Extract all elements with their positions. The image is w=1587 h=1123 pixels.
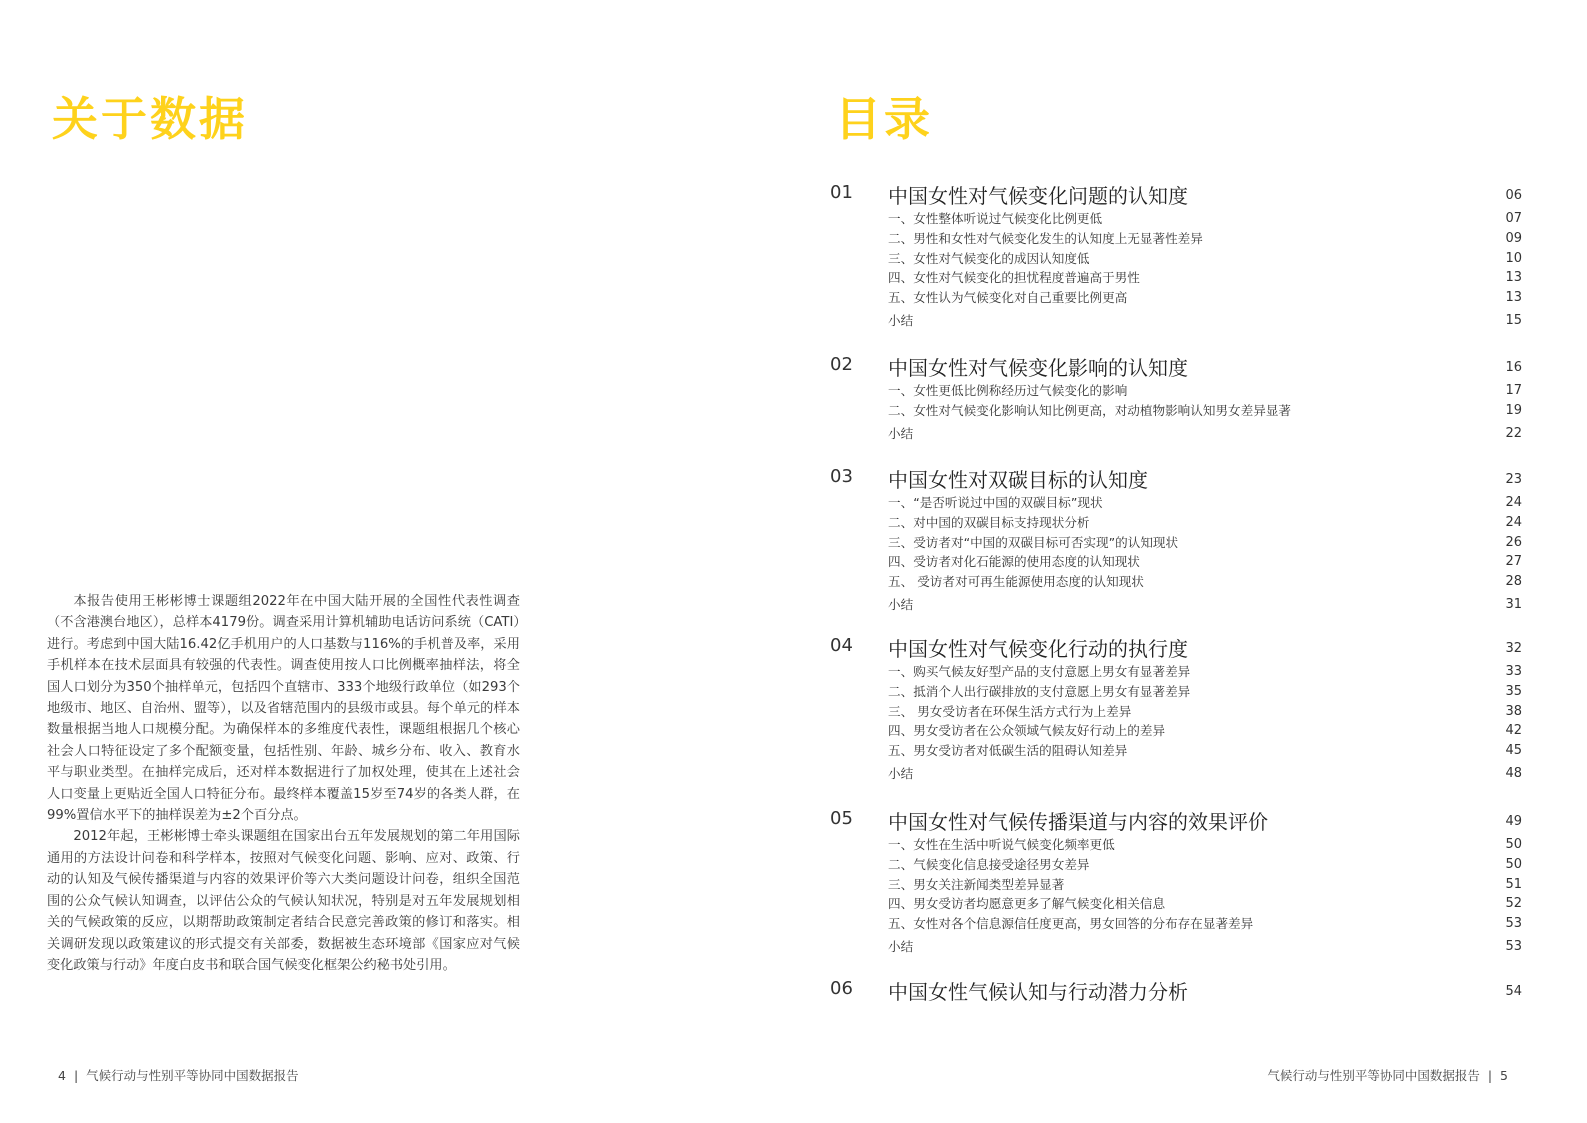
toc-chapter-number: 02 (830, 354, 853, 375)
toc-item-title: 五、 受访者对可再生能源使用态度的认知现状 (888, 574, 1144, 590)
page-number: 5 (1500, 1068, 1508, 1083)
toc-chapter (830, 352, 1522, 443)
footer-separator: | (1487, 1068, 1493, 1083)
footer-report-title: 气候行动与性别平等协同中国数据报告 (1267, 1068, 1480, 1083)
toc-chapter-number: 01 (830, 182, 853, 203)
toc-summary-title: 小结 (888, 425, 914, 441)
toc-item-title: 二、对中国的双碳目标支持现状分析 (888, 514, 1090, 530)
toc-item[interactable] (830, 512, 1522, 532)
toc-page-number: 09 (1505, 230, 1522, 246)
toc-item[interactable] (830, 551, 1522, 571)
toc-page-number: 16 (1505, 360, 1522, 375)
toc-page-number: 22 (1505, 425, 1522, 441)
toc-summary-item[interactable] (830, 594, 1522, 614)
toc-item[interactable] (830, 228, 1522, 248)
toc-item-title: 五、女性对各个信息源信任度更高，男女回答的分布存在显著差异 (888, 916, 1254, 932)
toc-chapter-heading[interactable] (830, 806, 1522, 834)
toc-chapter-number: 06 (830, 978, 853, 999)
toc-item-title: 二、男性和女性对气候变化发生的认知度上无显著性差异 (888, 230, 1203, 246)
toc-page-number: 17 (1505, 383, 1522, 398)
footer-separator: | (73, 1068, 79, 1083)
body-paragraph: 本报告使用王彬彬博士课题组2022年在中国大陆开展的全国性代表性调查（不含港澳台地区），总样本4179份。调查采用计算机辅助电话访问系统（CATI）进行。考虑到中国大陆16.42亿手机用户的人口基数与116%的手机普及率，采用手机样本在技术层面具有较强的代表性。调查使用按人口比例概率抽样法，将全国人口划分为350个抽样单元，包括四个直辖市、333个地级行政单位（如293个地级市、地区、自治州、盟等），以及省辖范围内的县级市或县。每个单元的样本数量根据当地人口规模分配。为确保样本的多维度代表性，课题组根据几个核心社会人口特征设定了多个配额变量，包括性别、年龄、城乡分布、收入、教育水平与职业类型。在抽样完成后，还对样本数据进行了加权处理，使其在上述社会人口变量上更贴近全国人口特征分布。最终样本覆盖15岁至74岁的各类人群，在99%置信水平下的抽样误差为±2个百分点。 (47, 594, 520, 824)
toc-item-title: 五、男女受访者对低碳生活的阻碍认知差异 (888, 743, 1128, 759)
toc-page-number: 52 (1505, 896, 1522, 912)
toc-page-number: 07 (1505, 211, 1522, 226)
toc-page-number: 35 (1505, 683, 1522, 699)
toc-item[interactable] (830, 874, 1522, 894)
toc-item-title: 一、女性在生活中听说气候变化频率更低 (888, 837, 1115, 852)
toc-page-number: 28 (1505, 574, 1522, 590)
toc-page-number: 49 (1505, 814, 1522, 829)
toc-item-title: 一、购买气候友好型产品的支付意愿上男女有显著差异 (888, 664, 1191, 679)
toc-page-number: 13 (1505, 270, 1522, 286)
toc-chapter-title: 中国女性对气候变化行动的执行度 (888, 637, 1188, 661)
toc-item-title: 一、“是否听说过中国的双碳目标”现状 (888, 495, 1103, 510)
toc-page-number: 45 (1505, 743, 1522, 759)
toc-item[interactable] (830, 287, 1522, 307)
toc-item-title: 三、男女关注新闻类型差异显著 (888, 876, 1065, 892)
toc-page-number: 38 (1505, 703, 1522, 719)
toc-item[interactable] (830, 248, 1522, 268)
toc-page-number: 06 (1505, 188, 1522, 203)
toc-page-number: 15 (1505, 312, 1522, 328)
toc-summary-title: 小结 (888, 938, 914, 954)
toc-chapter (830, 976, 1522, 1004)
toc-item[interactable] (830, 380, 1522, 400)
toc-chapter (830, 633, 1522, 783)
toc-item[interactable] (830, 208, 1522, 228)
toc-chapter-number: 04 (830, 635, 853, 656)
toc-item[interactable] (830, 400, 1522, 420)
toc-summary-item[interactable] (830, 310, 1522, 330)
toc-chapter-title: 中国女性对双碳目标的认知度 (888, 468, 1148, 492)
toc-chapter-heading[interactable] (830, 464, 1522, 492)
body-paragraph: 2012年起，王彬彬博士牵头课题组在国家出台五年发展规划的第二年用国际通用的方法设计问卷和科学样本，按照对气候变化问题、影响、应对、政策、行动的认知及气候传播渠道与内容的效果评价等六大类问题设计问卷，组织全国范围的公众气候认知调查，以评估公众的气候认知状况，特别是对五年发展规划相关的气候政策的反应，以期帮助政策制定者结合民意完善政策的修订和落实。相关调研发现以政策建议的形式提交有关部委，数据被生态环境部《国家应对气候变化政策与行动》年度白皮书和联合国气候变化框架公约秘书处引用。 (47, 829, 520, 973)
toc-page-number: 13 (1505, 290, 1522, 306)
toc-page-number: 23 (1505, 472, 1522, 487)
toc-item[interactable] (830, 854, 1522, 874)
toc-item-title: 三、受访者对“中国的双碳目标可否实现”的认知现状 (888, 534, 1179, 550)
toc-page-number: 32 (1505, 641, 1522, 656)
toc-item[interactable] (830, 893, 1522, 913)
toc-summary-title: 小结 (888, 596, 914, 612)
toc-item-title: 一、女性整体听说过气候变化比例更低 (888, 211, 1103, 226)
toc-item-title: 四、受访者对化石能源的使用态度的认知现状 (888, 554, 1140, 570)
toc-page-number: 26 (1505, 534, 1522, 550)
toc-page-number: 24 (1505, 495, 1522, 510)
toc-item[interactable] (830, 740, 1522, 760)
toc-page-number: 51 (1505, 876, 1522, 892)
toc-page-number: 50 (1505, 837, 1522, 852)
toc-chapter-heading[interactable] (830, 352, 1522, 380)
toc-chapter (830, 464, 1522, 614)
toc-chapter-number: 05 (830, 808, 853, 829)
toc-chapter (830, 180, 1522, 330)
toc-page-number: 19 (1505, 402, 1522, 418)
toc-page-number: 53 (1505, 916, 1522, 932)
toc-item-title: 五、女性认为气候变化对自己重要比例更高 (888, 290, 1128, 306)
toc-chapter-title: 中国女性气候认知与行动潜力分析 (888, 980, 1188, 1004)
footer-report-title: 气候行动与性别平等协同中国数据报告 (86, 1068, 299, 1083)
toc-item[interactable] (830, 701, 1522, 721)
page-title-about-data: 关于数据 (52, 92, 248, 146)
toc-summary-item[interactable] (830, 423, 1522, 443)
toc-page-number: 50 (1505, 856, 1522, 872)
toc-page-number: 31 (1505, 596, 1522, 612)
toc-item-title: 三、女性对气候变化的成因认知度低 (888, 250, 1090, 266)
toc-page-number: 54 (1505, 984, 1522, 999)
toc-item-title: 二、女性对气候变化影响认知比例更高，对动植物影响认知男女差异显著 (888, 402, 1291, 418)
toc-chapter-title: 中国女性对气候变化影响的认知度 (888, 356, 1188, 380)
toc-item[interactable] (830, 720, 1522, 740)
toc-item[interactable] (830, 661, 1522, 681)
toc-summary-title: 小结 (888, 765, 914, 781)
toc-page-number: 42 (1505, 723, 1522, 739)
toc-item[interactable] (830, 532, 1522, 552)
toc-item-title: 四、女性对气候变化的担忧程度普遍高于男性 (888, 270, 1140, 286)
toc-page-number: 33 (1505, 664, 1522, 679)
toc-page-number: 27 (1505, 554, 1522, 570)
toc-item[interactable] (830, 681, 1522, 701)
toc-item-title: 二、抵消个人出行碳排放的支付意愿上男女有显著差异 (888, 683, 1191, 699)
toc-item-title: 三、 男女受访者在环保生活方式行为上差异 (888, 703, 1132, 719)
toc-page-number: 53 (1505, 938, 1522, 954)
toc-page-number: 24 (1505, 514, 1522, 530)
toc-item[interactable] (830, 913, 1522, 933)
about-data-body (47, 591, 520, 976)
toc-chapter-number: 03 (830, 466, 853, 487)
toc-summary-item[interactable] (830, 936, 1522, 956)
toc-chapter (830, 806, 1522, 956)
toc-page-number: 48 (1505, 765, 1522, 781)
toc-item-title: 二、气候变化信息接受途径男女差异 (888, 856, 1090, 872)
toc-item[interactable] (830, 571, 1522, 591)
toc-item-title: 四、男女受访者在公众领域气候友好行动上的差异 (888, 723, 1166, 739)
toc-page-number: 10 (1505, 250, 1522, 266)
toc-summary-title: 小结 (888, 312, 914, 328)
toc-summary-item[interactable] (830, 763, 1522, 783)
toc-chapter-heading[interactable] (830, 976, 1522, 1004)
toc-chapter-title: 中国女性对气候变化问题的认知度 (888, 184, 1188, 208)
footer-right (1267, 1066, 1508, 1084)
toc-chapter-heading[interactable] (830, 633, 1522, 661)
toc-chapter-heading[interactable] (830, 180, 1522, 208)
toc-chapter-title: 中国女性对气候传播渠道与内容的效果评价 (888, 810, 1268, 834)
toc-item-title: 一、女性更低比例称经历过气候变化的影响 (888, 383, 1128, 398)
toc-item[interactable] (830, 267, 1522, 287)
page-title-contents: 目录 (835, 92, 933, 146)
toc-item-title: 四、男女受访者均愿意更多了解气候变化相关信息 (888, 896, 1166, 912)
toc-item[interactable] (830, 492, 1522, 512)
page-number: 4 (58, 1068, 66, 1083)
footer-left (58, 1066, 299, 1084)
toc-item[interactable] (830, 834, 1522, 854)
